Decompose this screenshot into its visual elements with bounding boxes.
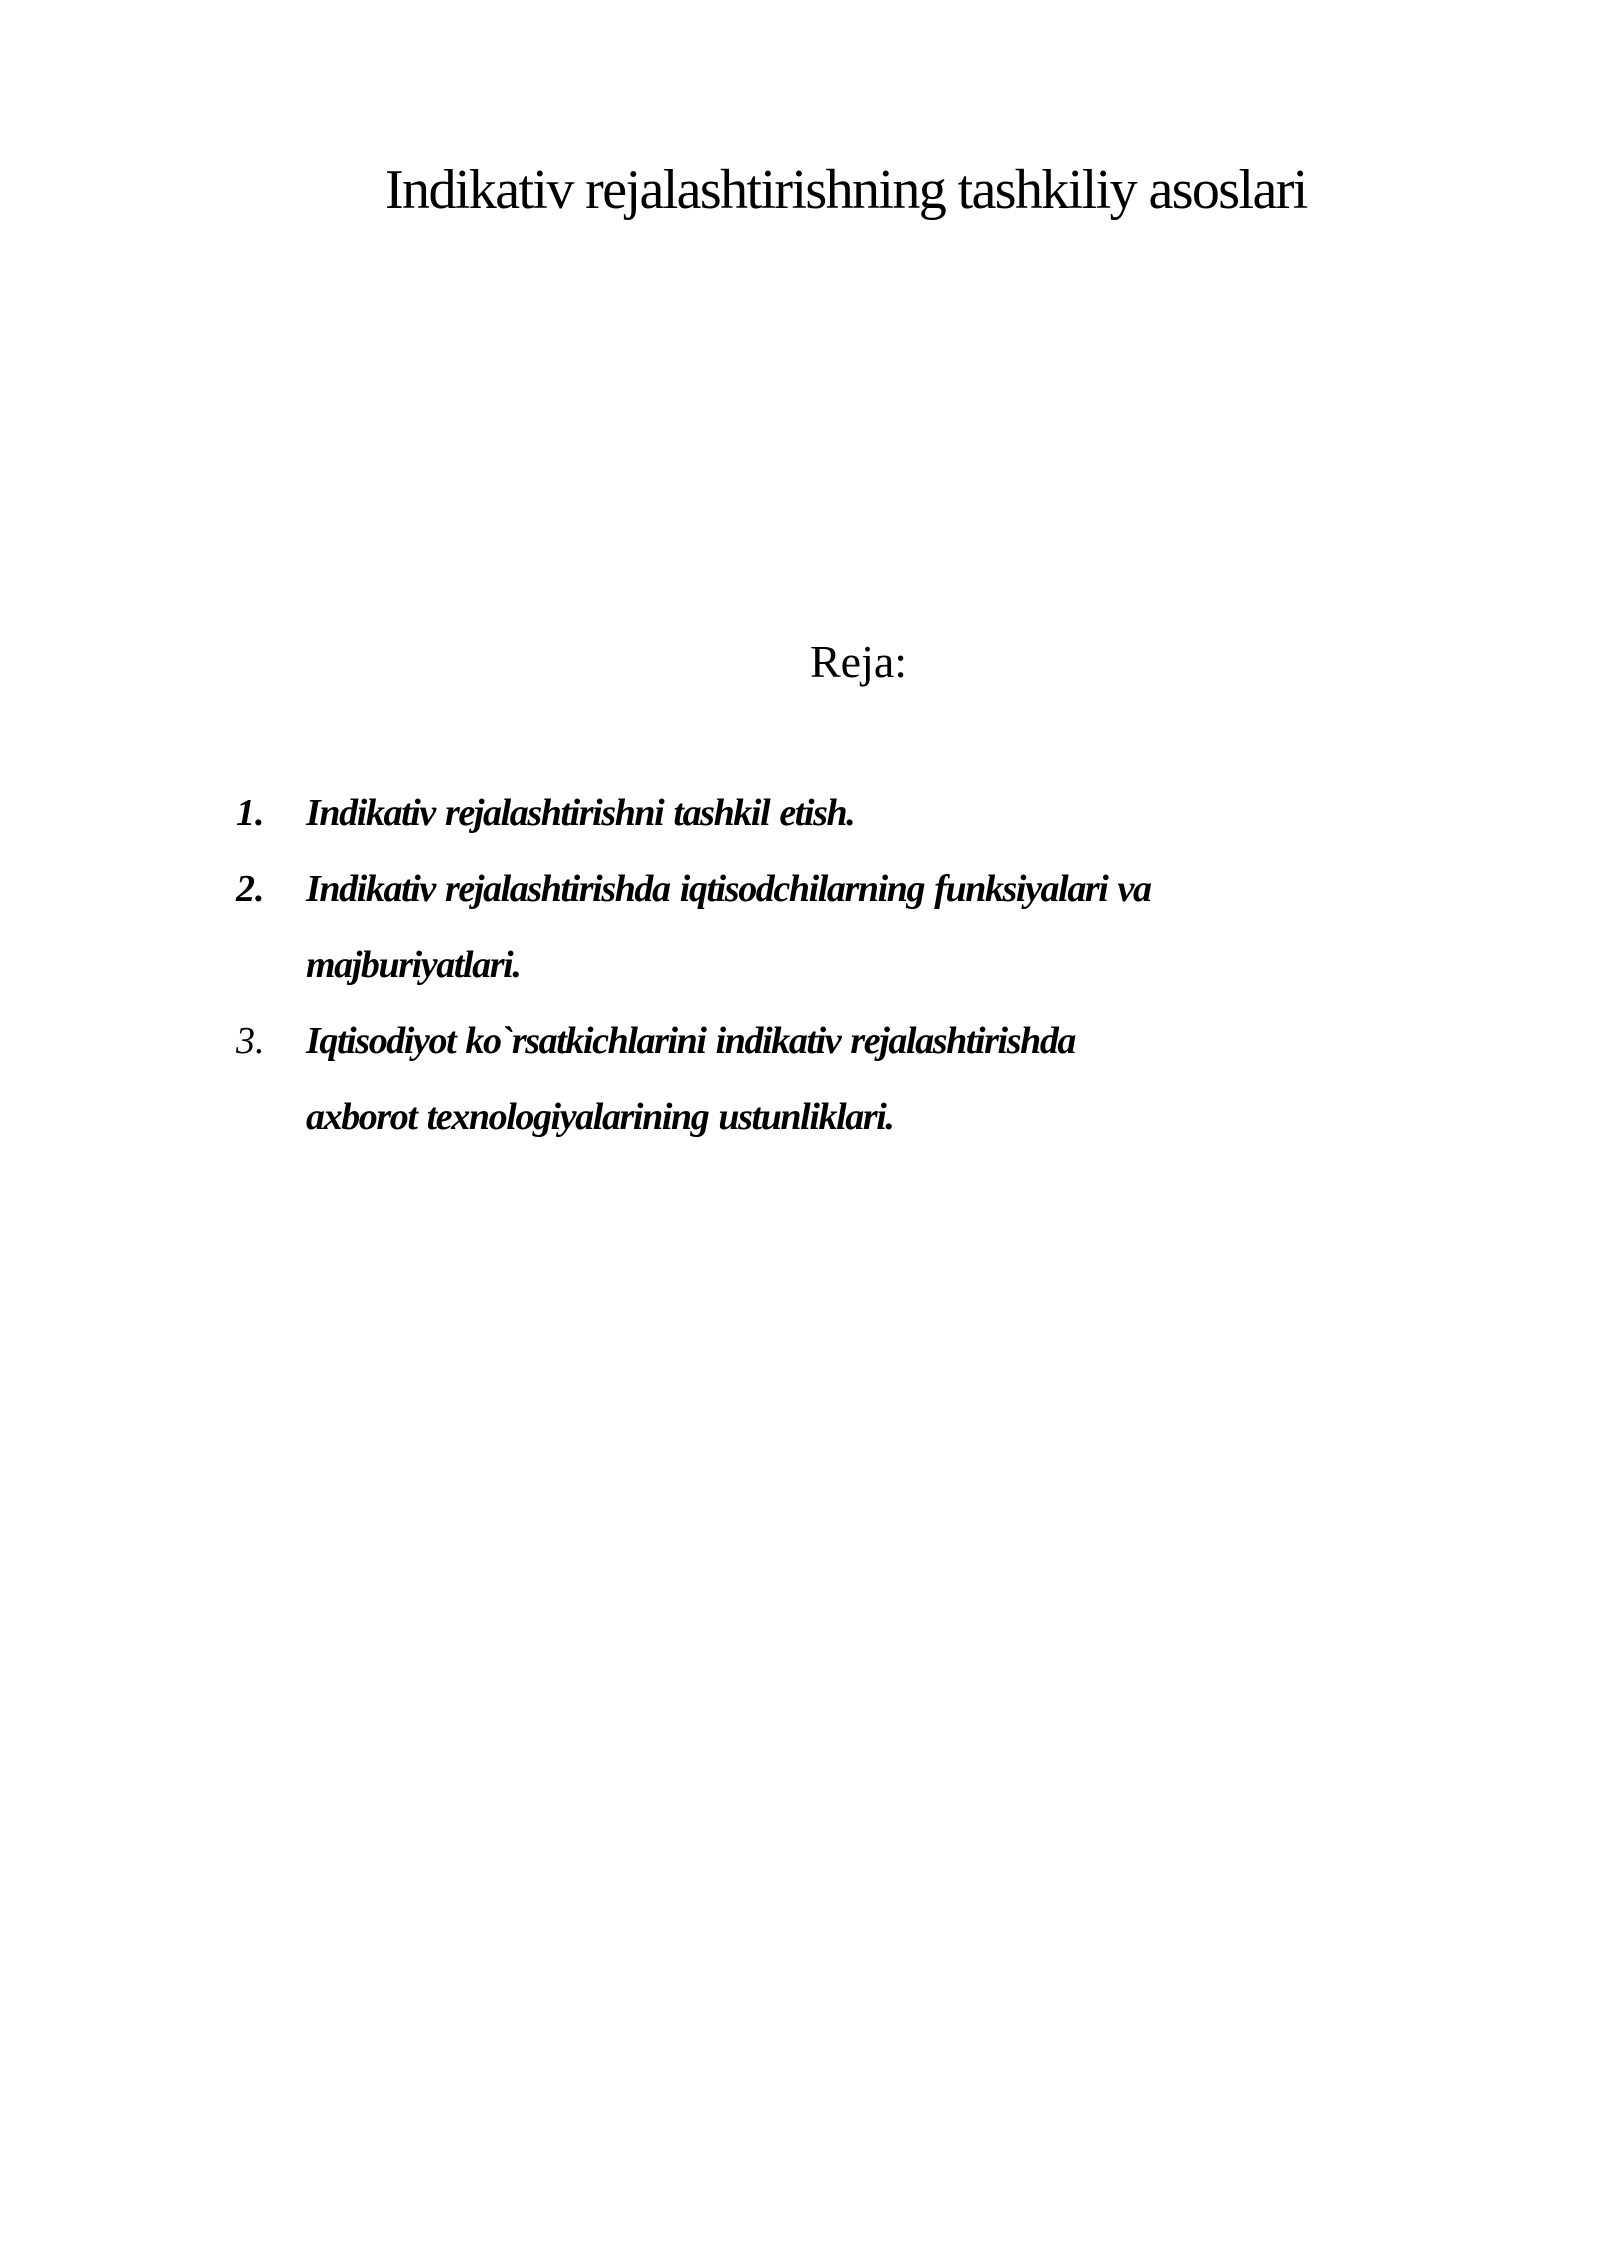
plan-item-text: Iqtisodiyot ko`rsatkichlarini indikativ rejalashtirishda axborot texnologiyalarining ustunliklari.: [306, 1020, 1076, 1138]
plan-item-number: 1.: [236, 792, 265, 834]
plan-heading: Reja:: [810, 636, 908, 687]
document-title: Indikativ rejalashtirishning tashkiliy asoslari: [385, 159, 1307, 221]
plan-item-text: Indikativ rejalashtirishni tashkil etish.: [306, 792, 855, 834]
plan-item-text: Indikativ rejalashtirishda iqtisodchilarning funksiyalari va majburiyatlari.: [306, 868, 1151, 986]
plan-item-number: 2.: [236, 868, 265, 910]
plan-item-number: 3.: [236, 1020, 265, 1062]
